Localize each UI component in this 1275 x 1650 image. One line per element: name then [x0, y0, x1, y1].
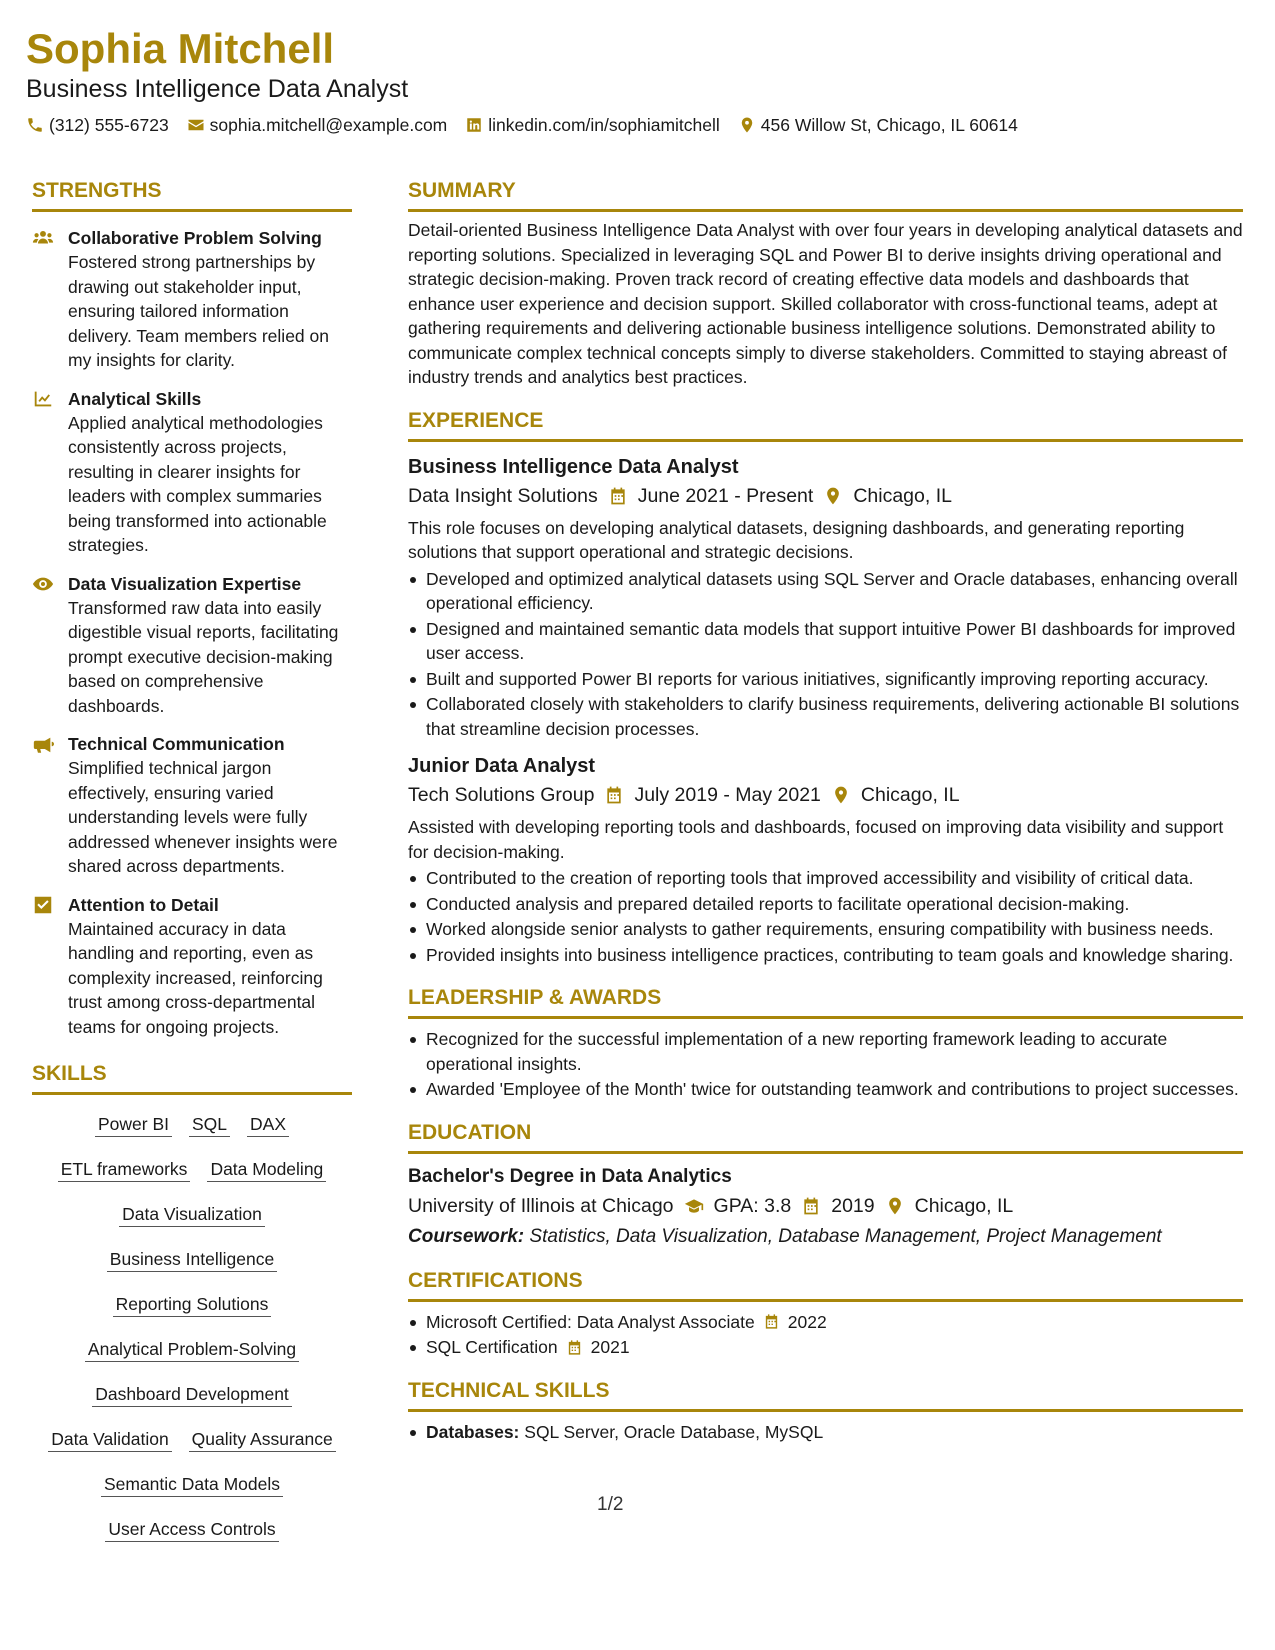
list-item: Contributed to the creation of reporting tools that improved accessibility and visibility of critical data. — [408, 866, 1243, 891]
calendar-icon — [801, 1196, 821, 1216]
cert-year: 2022 — [787, 1311, 827, 1332]
strength-title: Attention to Detail — [68, 894, 219, 915]
users-icon — [32, 227, 54, 249]
list-item: Recognized for the successful implementation of a new reporting framework leading to accurate operational insights. — [408, 1027, 1243, 1076]
skill-tag: User Access Controls — [105, 1518, 278, 1542]
strength-desc: Transformed raw data into easily digestible visual reports, facilitating prompt executive decision-making based on comprehensive dashboards. — [68, 597, 339, 716]
resume-header — [26, 24, 1246, 136]
skill-tag: Data Visualization — [119, 1203, 265, 1227]
job-bullets — [408, 866, 1243, 967]
skills-list — [32, 1113, 352, 1542]
left-column — [32, 178, 352, 1542]
skill-tag: Data Modeling — [207, 1158, 326, 1182]
skill-tag: Power BI — [95, 1113, 172, 1137]
calendar-icon — [566, 1339, 583, 1356]
list-item: Provided insights into business intelligence practices, contributing to team goals and knowledge sharing. — [408, 943, 1243, 968]
list-item: Conducted analysis and prepared detailed reports to facilitate operational decision-making. — [408, 892, 1243, 917]
megaphone-icon — [32, 733, 54, 755]
list-item: Awarded 'Employee of the Month' twice for outstanding teamwork and contributions to project successes. — [408, 1077, 1243, 1102]
education-meta — [408, 1192, 1243, 1220]
tech-skill-label: Databases: — [426, 1421, 520, 1442]
experience-section — [408, 408, 1243, 968]
skill-tag: ETL frameworks — [58, 1158, 191, 1182]
summary-heading: SUMMARY — [408, 178, 1243, 212]
leadership-list — [408, 1027, 1243, 1102]
job-company: Data Insight Solutions — [408, 484, 598, 507]
job-dates: July 2019 - May 2021 — [634, 784, 821, 806]
check-square-icon — [32, 894, 54, 916]
cert-name: Microsoft Certified: Data Analyst Associate — [426, 1311, 755, 1332]
coursework-line — [408, 1224, 1243, 1250]
job-entry — [408, 753, 1243, 967]
list-item: Built and supported Power BI reports for various initiatives, significantly improving reporting accuracy. — [408, 667, 1243, 692]
contact-address — [738, 114, 1018, 136]
certifications-heading: CERTIFICATIONS — [408, 1268, 1243, 1302]
cert-year: 2021 — [590, 1337, 630, 1357]
candidate-title: Business Intelligence Data Analyst — [26, 75, 409, 103]
job-description: This role focuses on developing analytical datasets, designing dashboards, and generating reporting solutions that support operational and strategic decisions. — [408, 517, 1185, 562]
strength-item — [32, 572, 352, 719]
contact-phone[interactable] — [26, 114, 169, 136]
degree-title: Bachelor's Degree in Data Analytics — [408, 1165, 732, 1187]
list-item — [408, 1420, 1243, 1445]
map-pin-icon — [831, 785, 851, 805]
job-bullets — [408, 567, 1243, 742]
skill-tag: SQL — [189, 1113, 230, 1137]
phone-icon — [26, 116, 44, 134]
strength-item — [32, 226, 352, 373]
job-company: Tech Solutions Group — [408, 784, 595, 806]
skill-tag: Quality Assurance — [189, 1428, 336, 1452]
technical-skills-heading: TECHNICAL SKILLS — [408, 1378, 1243, 1412]
job-title: Business Intelligence Data Analyst — [408, 455, 739, 478]
strength-title: Collaborative Problem Solving — [68, 228, 322, 248]
job-description: Assisted with developing reporting tools and dashboards, focused on improving data visibility and support for decision-making. — [408, 817, 1224, 862]
list-item — [408, 1335, 1243, 1360]
skill-tag: Reporting Solutions — [113, 1293, 272, 1317]
technical-skills-section — [408, 1378, 1243, 1445]
strength-title: Analytical Skills — [68, 388, 202, 409]
job-entry — [408, 454, 1243, 742]
strength-item — [32, 893, 352, 1040]
linkedin-icon — [465, 116, 483, 134]
map-pin-icon — [823, 486, 843, 506]
graduation-cap-icon — [684, 1196, 704, 1216]
skill-tag: Data Validation — [48, 1428, 171, 1452]
coursework-label: Coursework: — [408, 1225, 525, 1247]
job-meta — [408, 482, 1243, 510]
education-heading: EDUCATION — [408, 1120, 1243, 1154]
job-location: Chicago, IL — [860, 784, 960, 806]
education-section — [408, 1120, 1243, 1250]
map-pin-icon — [885, 1196, 905, 1216]
experience-heading: EXPERIENCE — [408, 408, 1243, 442]
leadership-section — [408, 985, 1243, 1102]
strength-title: Data Visualization Expertise — [68, 573, 302, 594]
leadership-heading: LEADERSHIP & AWARDS — [408, 985, 1243, 1019]
envelope-icon — [187, 116, 205, 134]
list-item: Developed and optimized analytical datasets using SQL Server and Oracle databases, enhancing overall operational efficiency. — [408, 567, 1243, 616]
job-location: Chicago, IL — [853, 484, 952, 507]
skills-heading: SKILLS — [32, 1061, 352, 1095]
gpa-text: GPA: 3.8 — [713, 1194, 792, 1217]
coursework-text: Statistics, Data Visualization, Database Management, Project Management — [529, 1225, 1162, 1247]
education-location: Chicago, IL — [914, 1194, 1014, 1217]
job-title: Junior Data Analyst — [408, 755, 596, 777]
certifications-section — [408, 1268, 1243, 1360]
address-text: 456 Willow St, Chicago, IL 60614 — [760, 115, 1018, 135]
email-text: sophia.mitchell@example.com — [209, 115, 448, 135]
skill-tag: Analytical Problem-Solving — [85, 1338, 299, 1362]
strengths-heading: STRENGTHS — [32, 178, 352, 212]
chart-line-icon — [32, 388, 54, 410]
calendar-icon — [608, 486, 628, 506]
job-meta — [408, 781, 1243, 809]
strength-title: Technical Communication — [68, 734, 285, 754]
strength-desc: Fostered strong partnerships by drawing out stakeholder input, ensuring tailored information delivery. Team members relied on my insights for clarity. — [68, 252, 329, 370]
technical-skills-list — [408, 1420, 1243, 1445]
contact-linkedin[interactable] — [465, 114, 720, 136]
strength-desc: Maintained accuracy in data handling and reporting, even as complexity increased, reinforcing trust among cross-departmental teams for ongoing projects. — [68, 918, 323, 1037]
calendar-icon — [604, 785, 624, 805]
skill-tag: DAX — [247, 1113, 289, 1137]
tech-skill-value: SQL Server, Oracle Database, MySQL — [524, 1421, 824, 1442]
certifications-list — [408, 1310, 1243, 1360]
list-item: Designed and maintained semantic data models that support intuitive Power BI dashboards for improved user access. — [408, 617, 1243, 666]
strength-desc: Simplified technical jargon effectively, ensuring varied understanding levels were fully addressed whenever insights were shared across departments. — [68, 758, 338, 876]
contact-bar — [26, 114, 1246, 136]
strength-desc: Applied analytical methodologies consistently across projects, resulting in clearer insights for leaders with complex summaries being transformed into actionable strategies. — [68, 412, 327, 555]
page-number: 1/2 — [597, 1494, 624, 1515]
skill-tag: Business Intelligence — [107, 1248, 277, 1272]
cert-name: SQL Certification — [426, 1337, 558, 1357]
strength-item — [32, 732, 352, 879]
strength-item — [32, 387, 352, 558]
eye-icon — [32, 573, 54, 595]
list-item: Worked alongside senior analysts to gather requirements, ensuring compatibility with business needs. — [408, 917, 1243, 942]
map-pin-icon — [738, 116, 756, 134]
education-year: 2019 — [831, 1194, 875, 1217]
skill-tag: Semantic Data Models — [101, 1473, 283, 1497]
summary-text: Detail-oriented Business Intelligence Data Analyst with over four years in developing analytical datasets and reporting solutions. Specialized in leveraging SQL and Power BI to derive insights driving operational and strategic decision-making. Proven track record of creating effective data models and dashboards that enhance user experience and decision support. Skilled collaborator with cross-functional teams, adept at gathering requirements and delivering actionable business intelligence solutions. Demonstrated ability to communicate complex technical concepts simply to diverse stakeholders. Committed to staying abreast of industry trends and analytics best practices. — [408, 220, 1243, 387]
candidate-name: Sophia Mitchell — [26, 25, 335, 72]
right-column — [408, 178, 1243, 1445]
phone-text: (312) 555-6723 — [49, 115, 169, 135]
skill-tag: Dashboard Development — [92, 1383, 292, 1407]
list-item: Collaborated closely with stakeholders to clarify business requirements, delivering actionable BI solutions that streamline decision processes. — [408, 692, 1243, 741]
linkedin-text: linkedin.com/in/sophiamitchell — [488, 115, 720, 135]
school-name: University of Illinois at Chicago — [408, 1194, 674, 1217]
contact-email[interactable] — [187, 114, 448, 136]
calendar-icon — [763, 1313, 780, 1330]
job-dates: June 2021 - Present — [637, 484, 814, 507]
list-item — [408, 1310, 1243, 1335]
